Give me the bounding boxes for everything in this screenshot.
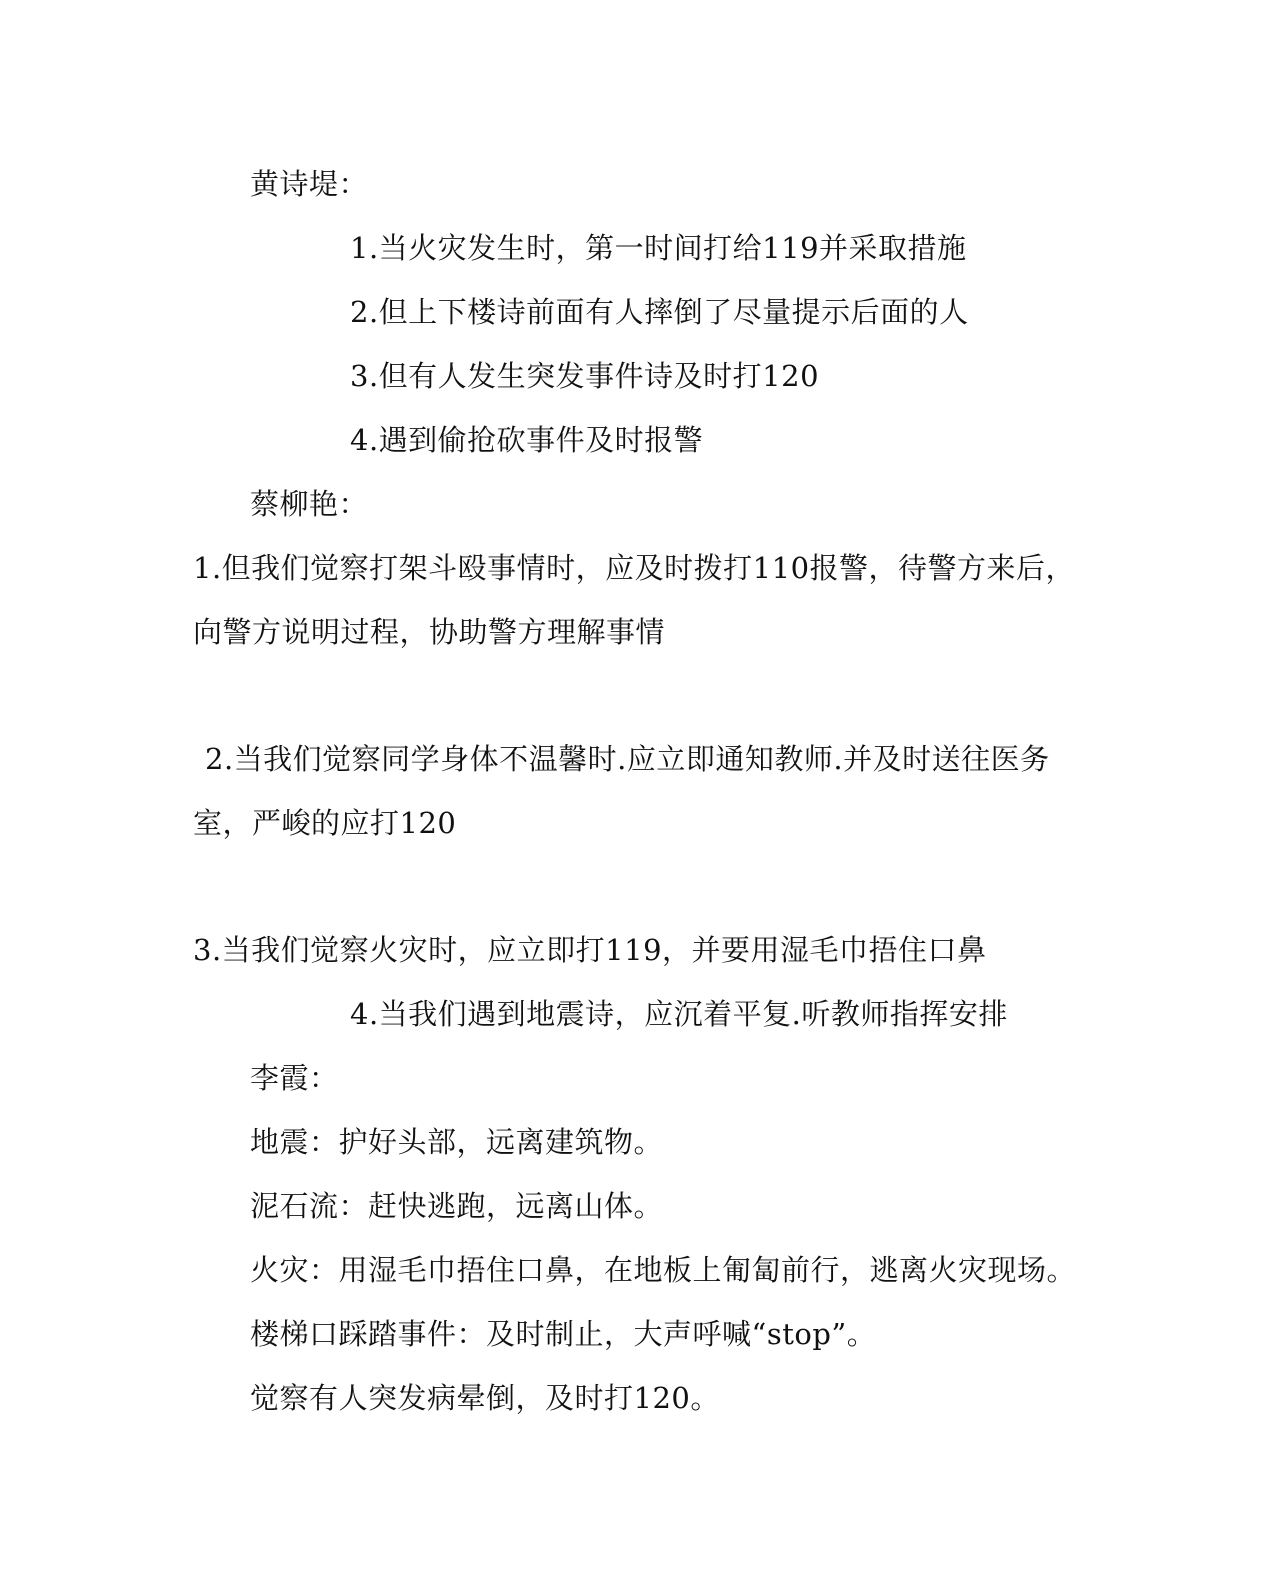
list-item: 3.但有人发生突发事件诗及时打120 [350, 359, 820, 393]
list-item: 4.遇到偷抢砍事件及时报警 [350, 423, 704, 457]
list-item: 2.但上下楼诗前面有人摔倒了尽量提示后面的人 [350, 295, 969, 329]
list-item: 2.当我们觉察同学身体不温馨时.应立即通知教师.并及时送往医务 [205, 742, 1050, 776]
list-item: 1.但我们觉察打架斗殴事情时，应及时拨打110报警，待警方来后， [193, 551, 1076, 585]
list-item: 地震：护好头部，远离建筑物。 [250, 1125, 664, 1159]
section-heading-cai: 蔡柳艳： [250, 487, 369, 521]
list-item: 楼梯口踩踏事件：及时制止，大声呼喊“stop”。 [250, 1317, 877, 1351]
section-heading-huang: 黄诗堤： [250, 167, 369, 201]
list-item: 泥石流：赶快逃跑，远离山体。 [250, 1189, 664, 1223]
list-item: 觉察有人突发病晕倒，及时打120。 [250, 1381, 720, 1415]
list-item: 3.当我们觉察火灾时，应立即打119，并要用湿毛巾捂住口鼻 [193, 933, 987, 967]
list-item: 火灾：用湿毛巾捂住口鼻，在地板上匍匐前行，逃离火灾现场。 [250, 1253, 1077, 1287]
list-item: 向警方说明过程，协助警方理解事情 [193, 615, 666, 649]
section-heading-li: 李霞： [250, 1061, 339, 1095]
list-item: 室，严峻的应打120 [193, 806, 457, 840]
list-item: 1.当火灾发生时，第一时间打给119并采取措施 [350, 231, 967, 265]
list-item: 4.当我们遇到地震诗，应沉着平复.听教师指挥安排 [350, 997, 1008, 1031]
